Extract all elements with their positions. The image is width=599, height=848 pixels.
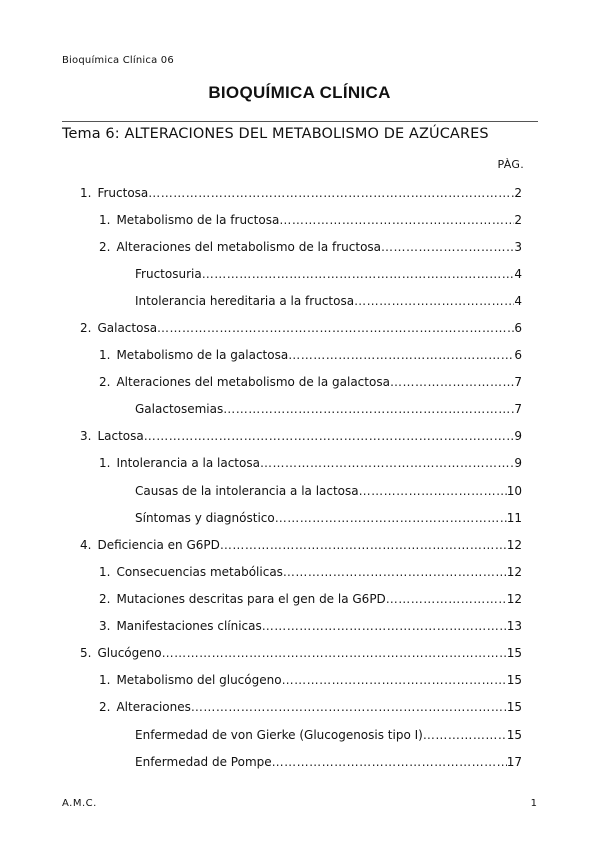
- toc-label: Lactosa: [97, 429, 144, 443]
- toc-leader: [279, 213, 514, 227]
- toc-entry-metabolismo-galactosa[interactable]: [99, 348, 522, 362]
- page-column-label: PÀG.: [497, 158, 524, 171]
- toc-page: 12: [506, 538, 522, 552]
- toc-leader: [148, 186, 514, 200]
- toc-label: Alteraciones: [116, 700, 191, 714]
- toc-number: 1.: [99, 213, 111, 227]
- toc-number: 3.: [80, 429, 92, 443]
- toc-leader: [282, 673, 507, 687]
- toc-label: Intolerancia hereditaria a la fructosa: [135, 294, 355, 308]
- toc-page: 15: [506, 728, 522, 742]
- toc-number: 3.: [99, 619, 111, 633]
- toc-page: 10: [506, 484, 522, 498]
- running-header: Bioquímica Clínica 06: [62, 55, 174, 66]
- toc-label: Metabolismo del glucógeno: [116, 673, 282, 687]
- toc-label: Fructosuria: [135, 267, 202, 281]
- toc-label: Glucógeno: [97, 646, 162, 660]
- toc-label: Consecuencias metabólicas: [116, 565, 283, 579]
- toc-leader: [144, 429, 515, 443]
- toc-entry-lactosa[interactable]: [80, 429, 522, 443]
- toc-leader: [359, 484, 507, 498]
- toc-page: 2: [514, 186, 522, 200]
- toc-label: Galactosa: [97, 321, 158, 335]
- toc-page: 15: [506, 700, 522, 714]
- toc-label: Enfermedad de von Gierke (Glucogenosis tipo I): [135, 728, 423, 742]
- footer-page-number: 1: [530, 798, 537, 809]
- toc-leader: [262, 619, 507, 633]
- toc-label: Metabolismo de la galactosa: [116, 348, 289, 362]
- toc-page: 2: [514, 213, 522, 227]
- toc-entry-causas-intolerancia[interactable]: [135, 484, 522, 498]
- toc-page: 7: [514, 375, 522, 389]
- toc-label: Alteraciones del metabolismo de la galactosa: [116, 375, 390, 389]
- toc-entry-intolerancia-fructosa[interactable]: [135, 294, 522, 308]
- toc-leader: [220, 538, 507, 552]
- toc-entry-fructosa[interactable]: [80, 186, 522, 200]
- toc-entry-glucogeno[interactable]: [80, 646, 522, 660]
- toc-entry-fructosuria[interactable]: [135, 267, 522, 281]
- toc-leader: [191, 700, 507, 714]
- toc-number: 1.: [99, 565, 111, 579]
- toc-entry-galactosemias[interactable]: [135, 402, 522, 416]
- toc-label: Enfermedad de Pompe: [135, 755, 272, 769]
- toc-number: 1.: [80, 186, 92, 200]
- toc-leader: [275, 511, 507, 525]
- toc-page: 6: [514, 348, 522, 362]
- toc-number: 5.: [80, 646, 92, 660]
- toc-leader: [223, 402, 514, 416]
- topic-heading: Tema 6: ALTERACIONES DEL METABOLISMO DE AZÚCARES: [62, 126, 489, 142]
- toc-page: 11: [506, 511, 522, 525]
- toc-leader: [386, 592, 507, 606]
- toc-leader: [288, 348, 514, 362]
- toc-label: Intolerancia a la lactosa: [116, 456, 260, 470]
- toc-number: 2.: [99, 240, 111, 254]
- toc-entry-metabolismo-fructosa[interactable]: [99, 213, 522, 227]
- toc-entry-pompe[interactable]: [135, 755, 522, 769]
- toc-number: 2.: [99, 700, 111, 714]
- toc-entry-von-gierke[interactable]: [135, 728, 522, 742]
- toc-entry-galactosa[interactable]: [80, 321, 522, 335]
- toc-leader: [283, 565, 507, 579]
- toc-page: 9: [514, 429, 522, 443]
- toc-entry-alteraciones-galactosa[interactable]: [99, 375, 522, 389]
- toc-entry-alteraciones-fructosa[interactable]: [99, 240, 522, 254]
- toc-page: 12: [506, 592, 522, 606]
- toc-leader: [202, 267, 515, 281]
- toc-number: 2.: [99, 375, 111, 389]
- toc-leader: [157, 321, 514, 335]
- toc-leader: [381, 240, 514, 254]
- toc-page: 6: [514, 321, 522, 335]
- toc-page: 15: [506, 646, 522, 660]
- toc-leader: [354, 294, 514, 308]
- toc-leader: [260, 456, 514, 470]
- toc-entry-mutaciones-g6pd[interactable]: [99, 592, 522, 606]
- toc-number: 1.: [99, 348, 111, 362]
- toc-label: Causas de la intolerancia a la lactosa: [135, 484, 359, 498]
- toc-entry-deficiencia-g6pd[interactable]: [80, 538, 522, 552]
- toc-page: 9: [514, 456, 522, 470]
- toc-number: 1.: [99, 456, 111, 470]
- toc-label: Manifestaciones clínicas: [116, 619, 262, 633]
- toc-label: Mutaciones descritas para el gen de la G6PD: [116, 592, 386, 606]
- toc-page: 3: [514, 240, 522, 254]
- toc-page: 17: [506, 755, 522, 769]
- toc-page: 13: [506, 619, 522, 633]
- document-title: BIOQUÍMICA CLÍNICA: [208, 83, 391, 102]
- title-divider: [62, 121, 538, 122]
- toc-entry-sintomas-diagnostico[interactable]: [135, 511, 522, 525]
- toc-entry-consecuencias-metabolicas[interactable]: [99, 565, 522, 579]
- toc-entry-metabolismo-glucogeno[interactable]: [99, 673, 522, 687]
- toc-label: Síntomas y diagnóstico: [135, 511, 275, 525]
- toc-leader: [390, 375, 514, 389]
- toc-number: 4.: [80, 538, 92, 552]
- toc-page: 4: [514, 294, 522, 308]
- toc-label: Alteraciones del metabolismo de la fructosa: [116, 240, 382, 254]
- toc-page: 12: [506, 565, 522, 579]
- footer-author: A.M.C.: [62, 798, 97, 809]
- toc-page: 15: [506, 673, 522, 687]
- toc-page: 7: [514, 402, 522, 416]
- toc-number: 2.: [99, 592, 111, 606]
- toc-leader: [272, 755, 507, 769]
- toc-label: Galactosemias: [135, 402, 224, 416]
- toc-number: 1.: [99, 673, 111, 687]
- toc-leader: [423, 728, 507, 742]
- toc-page: 4: [514, 267, 522, 281]
- toc-number: 2.: [80, 321, 92, 335]
- toc-label: Fructosa: [97, 186, 149, 200]
- toc-label: Deficiencia en G6PD: [97, 538, 220, 552]
- toc-entry-manifestaciones-clinicas[interactable]: [99, 619, 522, 633]
- toc-entry-alteraciones-glucogeno[interactable]: [99, 700, 522, 714]
- toc-label: Metabolismo de la fructosa: [116, 213, 280, 227]
- toc-entry-intolerancia-lactosa[interactable]: [99, 456, 522, 470]
- toc-leader: [162, 646, 507, 660]
